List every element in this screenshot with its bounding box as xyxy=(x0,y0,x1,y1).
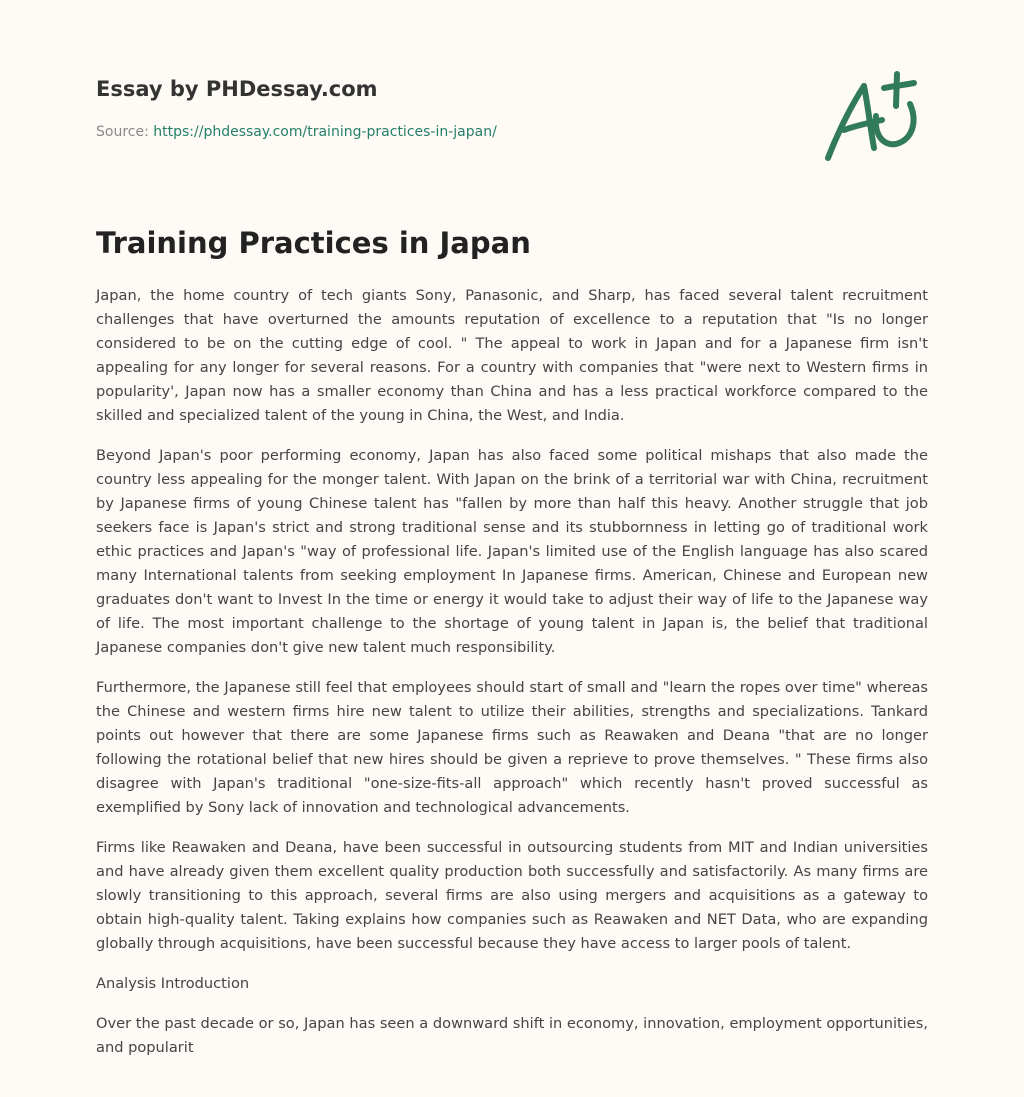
essay-paragraph-truncated: Over the past decade or so, Japan has seen a downward shift in economy, innovation, employment opportunities, and popularit xyxy=(96,1015,928,1056)
essay-paragraph: Japan, the home country of tech giants Sony, Panasonic, and Sharp, has faced several talent recruitment challenges that have overturned the amounts reputation of excellence to a reputation that "Is no longer considered to be on the cutting edge of cool. " The appeal to work in Japan and for a Japanese firm isn't appealing for any longer for several reasons. For a country with companies that "were next to Western firms in popularity', Japan now has a smaller economy than China and has a less practical workforce compared to the skilled and specialized talent of the young in China, the West, and India. xyxy=(96,287,928,424)
essay-paragraph: Furthermore, the Japanese still feel that employees should start of small and "learn the ropes over time" whereas the Chinese and western firms hire new talent to utilize their abilities, strengths and specializations. Tankard points out however that there are some Japanese firms such as Reawaken and Deana "that are no longer following the rotational belief that new hires should be given a reprieve to prove themselves. " These firms also disagree with Japan's traditional "one-size-fits-all approach" which recently hasn't proved successful as exemplified by Sony lack of innovation and technological advancements. xyxy=(96,679,928,816)
essay-title: Training Practices in Japan xyxy=(96,226,531,260)
source-link[interactable]: https://phdessay.com/training-practices-in-japan/ xyxy=(153,124,497,140)
source-label: Source: xyxy=(96,124,154,140)
source-line xyxy=(96,124,497,140)
essay-paragraph: Firms like Reawaken and Deana, have been successful in outsourcing students from MIT and Indian universities and have already given them excellent quality production both successfully and satisfactorily. As many firms are slowly transitioning to this approach, several firms are also using mergers and acquisitions as a gateway to obtain high-quality talent. Taking explains how companies such as Reawaken and NET Data, who are expanding globally through acquisitions, have been successful because they have access to larger pools of talent. xyxy=(96,839,928,952)
section-subheading: Analysis Introduction xyxy=(96,975,250,992)
essay-page xyxy=(96,0,928,1056)
essay-body xyxy=(96,284,928,1076)
a-plus-grade-icon xyxy=(824,68,924,164)
page-header xyxy=(96,0,928,200)
essay-paragraph: Beyond Japan's poor performing economy, Japan has also faced some political mishaps that also made the country less appealing for the monger talent. With Japan on the brink of a territorial war with China, recruitment by Japanese firms of young Chinese talent has "fallen by more than half this heavy. Another struggle that job seekers face is Japan's strict and strong traditional sense and its stubbornness in letting go of traditional work ethic practices and Japan's "way of professional life. Japan's limited use of the English language has also scared many International talents from seeking employment In Japanese firms. American, Chinese and European new graduates don't want to Invest In the time or energy it would take to adjust their way of life to the Japanese way of life. The most important challenge to the shortage of young talent in Japan is, the belief that traditional Japanese companies don't give new talent much responsibility. xyxy=(96,447,928,656)
brand-title: Essay by PHDessay.com xyxy=(96,77,378,101)
